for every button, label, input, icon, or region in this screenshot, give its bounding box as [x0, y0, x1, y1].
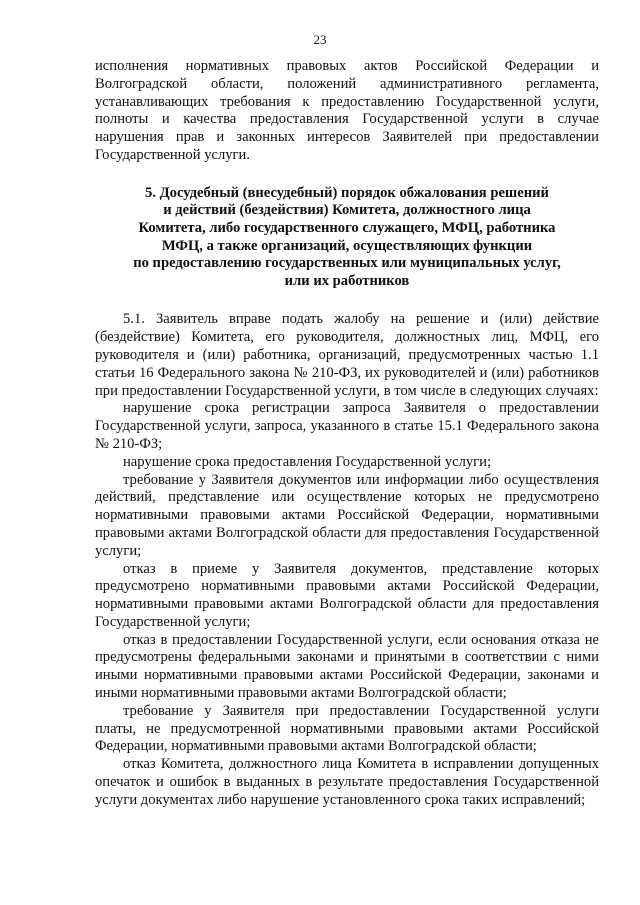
case-list-item: отказ в предоставлении Государственной услуги, если основания отказа не предусмотрены федеральными законами и принятыми в соответствии с ними иными нормативными правовыми актами Российской Федерации, законами и иными нормативными правовыми актами Волгоградской области; — [95, 631, 599, 702]
case-list-item: нарушение срока предоставления Государственной услуги; — [123, 453, 492, 470]
intro-paragraph: исполнения нормативных правовых актов Российской Федерации и Волгоградской области, положений административного регламента, устанавливающих требования к предоставлению Государственной услуги, полноты и качества предоставления Государственной услуги в случае нарушения прав и законных интересов Заявителей при предоставлении Государственной услуги. — [95, 58, 599, 163]
section-heading-line: по предоставлению государственных или муниципальных услуг, — [133, 255, 561, 272]
case-list-item: требование у Заявителя документов или информации либо осуществления действий, представление или осуществление которых не предусмотрено нормативными правовыми актами Российской Федерации, нормативными правовыми актами Волгоградской области для предоставления Государственной услуги; — [95, 471, 599, 559]
section-heading-line: или их работников — [284, 272, 410, 289]
case-list-item: отказ Комитета, должностного лица Комитета в исправлении допущенных опечаток и ошибок в выданных в результате предоставления Государственной услуги документах либо нарушение установленного срока таких исправлений; — [95, 756, 599, 808]
page-number: 23 — [313, 32, 327, 47]
section-heading-line: МФЦ, а также организаций, осуществляющих функции — [161, 237, 533, 254]
section-heading-line: и действий (бездействия) Комитета, должностного лица — [163, 202, 531, 219]
section-heading-line: 5. Досудебный (внесудебный) порядок обжалования решений — [145, 184, 549, 201]
section-heading-line: Комитета, либо государственного служащего, МФЦ, работника — [138, 219, 556, 236]
section-heading — [95, 185, 599, 291]
case-list-item: требование у Заявителя при предоставлении Государственной услуги платы, не предусмотренной нормативными правовыми актами Российской Федерации, нормативными правовыми актами Волгоградской области; — [95, 702, 599, 755]
document-body — [95, 58, 599, 810]
case-list-item: нарушение срока регистрации запроса Заявителя о предоставлении Государственной услуги, запроса, указанного в статье 15.1 Федерального закона № 210-ФЗ; — [95, 400, 599, 452]
clause-5-1-paragraph: 5.1. Заявитель вправе подать жалобу на решение и (или) действие (бездействие) Комитета, его руководителя, должностных лиц, МФЦ, его руководителя и (или) работника, организаций, предусмотренных частью 1.1 статьи 16 Федерального закона № 210-ФЗ, их руководителей и (или) работников при предоставлении Государственной услуги, в том числе в следующих случаях: — [95, 311, 599, 399]
case-list-item: отказ в приеме у Заявителя документов, представление которых предусмотрено нормативными правовыми актами Российской Федерации, нормативными правовыми актами Волгоградской области для предоставления Государственной услуги; — [95, 560, 599, 630]
